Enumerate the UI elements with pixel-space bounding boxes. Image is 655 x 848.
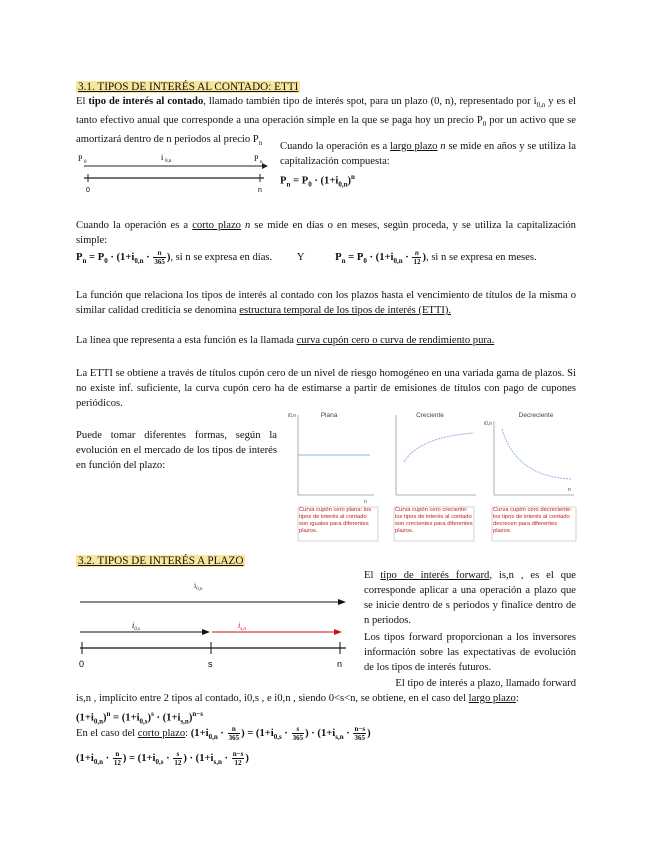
chart-increasing-title: Creciente — [416, 412, 444, 419]
section-1-heading: 3.1. TIPOS DE INTERÉS AL CONTADO: ETTI — [78, 81, 299, 93]
ts-axis-label: s — [208, 659, 213, 669]
t0-label: 0 — [86, 187, 90, 194]
i0n-top-label: $i_{0,n}$ — [194, 581, 203, 592]
yield-curve-shapes — [284, 407, 580, 542]
chart-flat-title: Plana — [320, 412, 338, 419]
forward-rate-timeline — [76, 574, 358, 672]
spot-period-arrow — [202, 629, 210, 635]
spot-rate-timeline — [76, 148, 276, 198]
i0n-label: i — [161, 153, 164, 162]
pn-label: P — [254, 154, 259, 163]
total-period-arrow — [338, 599, 346, 605]
short-term-formulas: $P_n = P_0 \cdot (1+i_{0,n}$ · $\frac{n}{365}$ ), si n se expresa en días. Y $P_n = P_0 \cdot (1+i_{0,n}$ · $\frac{n}{12}$ ), si n se expresa en meses. — [76, 249, 537, 266]
long-term-formula: $P_n = P_0 \cdot (1+i_{0,n})^n$ — [280, 173, 355, 189]
forward-implicit-paragraph: is,n , implícito entre 2 tipos al contado, i0,s , e i0,n , siendo 0<s<n, se obtiene, en el caso del largo plazo: — [76, 693, 519, 704]
chart-flat-xlabel: n — [364, 499, 367, 505]
svg-text:0: 0 — [84, 160, 87, 165]
forward-implicit-lead: El tipo de interés a plazo, llamado forward — [395, 678, 576, 689]
chart-flat-ylabel: i0,n — [288, 413, 297, 419]
chart-flat-note: Curva cupón cero plana: los tipos de interés al contado son iguales para diferentes plazos. — [299, 507, 372, 534]
forward-long-formula: $(1+i_{0,n})^n = (1+i_{0,s})^s \cdot (1+i_{s,n})^{n-s}$ — [76, 710, 203, 726]
decreasing-curve — [502, 429, 572, 479]
chart-decreasing-note: Curva cupón cero decreciente: los tipos de interés al contado decrecen para diferentes plazos. — [493, 507, 572, 534]
curve-definition: La línea que representa a esta función es la llamada curva cupón cero o curva de rendimiento pura. — [76, 335, 495, 346]
chart-increasing — [394, 412, 476, 541]
chart-decreasing-ylabel: i0,n — [484, 421, 493, 427]
long-term-paragraph: Cuando la operación es a largo plazo n se mide en años y se utiliza la capitalización compuesta: — [280, 141, 576, 167]
forward-period-arrow — [334, 629, 342, 635]
etti-obtain-paragraph: La ETTI se obtiene a través de títulos cupón cero de un nivel de riesgo homogéneo en una variada gama de plazos. Si no existe inf. suficiente, la curva cupón cero ha de estimarse a partir de emisiones de títulos con pago de cupones periódicos. — [76, 368, 576, 409]
p0-label: P — [78, 154, 83, 163]
svg-text:0,n: 0,n — [165, 159, 172, 164]
tn-axis-label: n — [337, 659, 343, 669]
chart-decreasing — [484, 412, 576, 541]
forward-definition: El tipo de interés forward, is,n , es el que corresponde aplicar a una operación a plazo que se inicie dentro de s periodos y finalice dentro de n periodos. — [364, 570, 576, 626]
forward-short-months: ($1+i_{0,n}$ · $\frac{n}{12}$ ) = ($1+i_{0,s}$ · $\frac{s}{12}$ ) · ($1+i_{s,n}$ · $\frac{n-s}{12}$ ) — [76, 750, 249, 767]
short-term-paragraph: Cuando la operación es a corto plazo n se mide en días o en meses, según proceda, y se utiliza la capitalización simple: — [76, 220, 576, 246]
forward-short-days: En el caso del corto plazo: ($1+i_{0,n}$ · $\frac{n}{365}$ ) = ($1+i_{0,s}$ · $\frac{s}{365}$ ) · ($1+i_{s,n}$ · $\frac{n-s}{365}$ ) — [76, 725, 371, 742]
chart-increasing-note: Curva cupón cero creciente: los tipos de interés al contado son crecientes para diferentes plazos. — [395, 507, 473, 534]
chart-decreasing-title: Decreciente — [518, 412, 554, 419]
forward-information: Los tipos forward proporcionan a los inversores información sobre las expectativas de evolución de los tipos de interés futuros. — [364, 632, 576, 673]
t0-axis-label: 0 — [79, 659, 85, 669]
tn-label: n — [258, 187, 262, 194]
increasing-curve — [404, 433, 474, 462]
isn-label: $i_{s,n}$ — [238, 621, 246, 632]
section-2-heading: 3.2. TIPOS DE INTERÉS A PLAZO — [78, 555, 244, 567]
etti-definition: La función que relaciona los tipos de interés al contado con los plazos hasta el vencimiento de títulos de la misma o similar calidad crediticia se denomina estructura temporal de los tipos de interés (ETTI). — [76, 290, 576, 316]
i0s-label: $i_{0,s}$ — [132, 621, 140, 632]
svg-text:n: n — [260, 160, 263, 165]
curve-forms-paragraph: Puede tomar diferentes formas, según la evolución en el mercado de los tipos de interés en función del plazo: — [76, 430, 277, 471]
chart-flat — [288, 412, 378, 541]
chart-decreasing-xlabel: n — [568, 487, 571, 493]
intro-paragraph: El tipo de interés al contado, llamado también tipo de interés spot, para un plazo (0, n), representado por $i_{0,n}$ y es el tanto efectivo anual que corresponde a una operación simple en la que se paga hoy un precio $P_0$ por un activo que se amortizará dentro de n periodos al precio $P_n$ — [76, 96, 576, 148]
